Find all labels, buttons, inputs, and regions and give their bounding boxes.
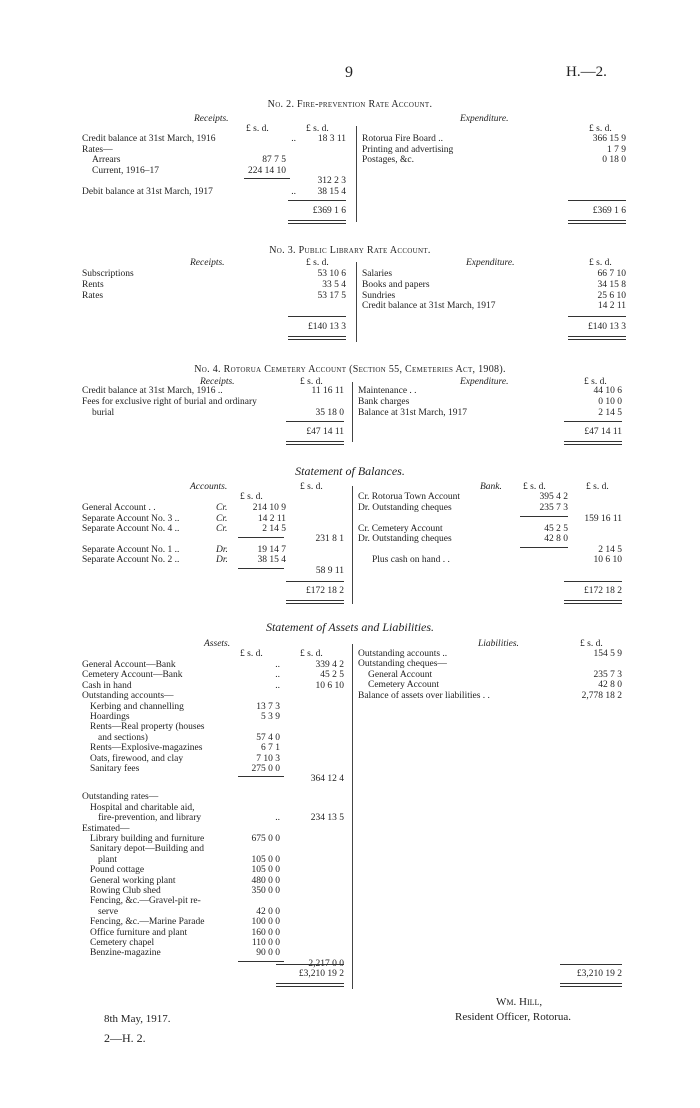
subtotal-rule <box>520 547 568 548</box>
total-rule <box>568 316 626 317</box>
ledger-amount: .. <box>275 680 280 691</box>
ledger-label: Office furniture and plant <box>90 927 188 938</box>
ledger-amount: 312 2 3 <box>317 176 346 186</box>
ledger-label: Estimated— <box>82 823 130 834</box>
ledger-amount: 25 6 10 <box>597 291 626 301</box>
library-currency-header-1: £ s. d. <box>306 258 329 268</box>
subtotal-rule <box>244 178 290 179</box>
library-account-title: No. 3. Public Library Rate Account. <box>269 245 431 256</box>
ledger-total: £140 13 3 <box>588 322 626 332</box>
footer-sheet-mark: 2—H. 2. <box>104 1031 146 1045</box>
ledger-label: Cemetery Account—Bank <box>82 670 183 681</box>
ledger-amount: 35 18 0 <box>315 408 344 418</box>
ledger-total: £3,210 19 2 <box>576 969 622 979</box>
ledger-label: Outstanding accounts— <box>82 691 174 702</box>
ledger-label: Rents—Explosive-magazines <box>90 743 203 754</box>
ledger-amount: 66 7 10 <box>597 269 626 279</box>
ledger-label: Maintenance . . <box>358 386 417 396</box>
ledger-tag: Dr. <box>216 545 228 555</box>
ledger-amount: 45 2 5 <box>320 670 344 681</box>
ledger-amount: 53 10 6 <box>317 269 346 279</box>
ledger-label: plant <box>98 854 117 865</box>
ledger-tag: Dr. <box>216 555 228 565</box>
ledger-total: £172 18 2 <box>306 586 344 596</box>
ledger-amount: .. <box>275 670 280 681</box>
ledger-label: Rotorua Fire Board .. <box>362 134 444 144</box>
ledger-label: Benzine-magazine <box>90 948 161 959</box>
subtotal-rule <box>238 537 284 538</box>
ledger-amount: 2,778 18 2 <box>581 691 622 701</box>
ledger-label: Separate Account No. 2 .. <box>82 555 180 565</box>
ledger-amount: 11 16 11 <box>311 386 344 396</box>
total-double-rule <box>560 983 622 987</box>
subtotal-rule <box>238 776 284 777</box>
fire-account-title: No. 2. Fire-prevention Rate Account. <box>267 99 433 110</box>
ledger-label: Outstanding cheques— <box>358 659 447 669</box>
ledger-label: Pound cottage <box>90 865 145 876</box>
ledger-amount: 105 0 0 <box>251 865 280 876</box>
cemetery-divider <box>352 382 353 442</box>
ledger-amount: 364 12 4 <box>310 774 344 785</box>
total-rule <box>560 964 622 965</box>
ledger-amount: 675 0 0 <box>251 834 280 844</box>
ledger-label: Subscriptions <box>82 269 134 279</box>
ledger-amount: 235 7 3 <box>539 503 568 513</box>
ledger-amount: 2 14 5 <box>598 545 622 555</box>
ledger-label: Cr. Rotorua Town Account <box>358 492 461 502</box>
total-rule <box>564 581 622 582</box>
ledger-amount: 18 3 11 <box>317 134 346 144</box>
ledger-label: Sanitary depot—Building and <box>90 844 204 855</box>
ledger-label: Arrears <box>92 155 121 165</box>
ledger-amount: 480 0 0 <box>251 875 280 886</box>
ledger-label: General Account—Bank <box>82 660 176 670</box>
ledger-total: £47 14 11 <box>306 427 344 437</box>
ledger-label: Separate Account No. 4 .. <box>82 524 180 534</box>
ledger-tag: Cr. <box>216 503 228 513</box>
ledger-label: Balance at 31st March, 1917 <box>358 408 467 418</box>
ledger-label: Balance of assets over liabilities . . <box>358 691 490 701</box>
subtotal-rule <box>520 516 568 517</box>
ledger-amount: 44 10 6 <box>593 386 622 396</box>
fire-currency-header-2: £ s. d. <box>306 124 329 134</box>
subtotal-rule <box>238 568 284 569</box>
ledger-label: Rents—Real property (houses <box>90 722 205 733</box>
cemetery-account-title: No. 4. Rotorua Cemetery Account (Section 55, Cemeteries Act, 1908). <box>194 364 506 375</box>
ledger-label: Dr. Outstanding cheques <box>358 534 452 544</box>
ledger-label: Rates— <box>82 145 113 155</box>
page-number: 9 <box>345 64 353 81</box>
ledger-label: General Account <box>368 670 433 680</box>
ledger-label: Outstanding rates— <box>82 792 159 803</box>
balances-currency-header-2: £ s. d. <box>300 482 323 492</box>
ledger-label: Fencing, &c.—Marine Parade <box>90 917 205 928</box>
ledger-label: Separate Account No. 1 .. <box>82 545 180 555</box>
ledger-label: burial <box>92 408 115 418</box>
assets-currency-header-1: £ s. d. <box>240 649 263 659</box>
document-reference: H.—2. <box>566 64 607 80</box>
ledger-amount: 154 5 9 <box>593 649 622 659</box>
ledger-label: Cemetery chapel <box>90 938 155 948</box>
total-double-rule <box>568 336 626 340</box>
ledger-label: Sundries <box>362 291 396 301</box>
ledger-amount: 5 3 9 <box>261 712 280 722</box>
ledger-label: Rowing Club shed <box>90 886 161 896</box>
ledger-label: Library building and furniture <box>90 834 205 844</box>
ledger-amount: 58 9 11 <box>315 566 344 576</box>
total-double-rule <box>564 441 622 445</box>
ledger-label: Bank charges <box>358 397 410 407</box>
ledger-amount: 214 10 9 <box>252 503 286 513</box>
ledger-amount: 2,217 0 0 <box>308 958 344 969</box>
balances-divider <box>352 486 353 604</box>
library-receipts-head: Receipts. <box>190 258 225 268</box>
cemetery-currency-header-2: £ s. d. <box>584 377 607 387</box>
ledger-tag: Cr. <box>216 524 228 534</box>
ledger-amount: 34 15 8 <box>597 280 626 290</box>
ledger-amount: 87 7 5 <box>262 155 286 165</box>
ledger-label: Cr. Cemetery Account <box>358 524 443 534</box>
liabilities-head: Liabilities. <box>478 639 519 649</box>
fire-currency-header-3: £ s. d. <box>589 124 612 134</box>
ledger-label: Credit balance at 31st March, 1916 .. <box>82 386 223 396</box>
ledger-amount: 0 10 0 <box>598 397 622 407</box>
ledger-label: Debit balance at 31st March, 1917 <box>82 187 213 197</box>
ledger-amount: 7 10 3 <box>256 753 280 764</box>
assets-currency-header-2: £ s. d. <box>300 649 323 659</box>
ledger-label: Rents <box>82 280 104 290</box>
ledger-amount: 1 7 9 <box>607 145 626 155</box>
ledger-amount: .. <box>291 187 296 197</box>
subtotal-rule <box>238 961 284 962</box>
ledger-total: £369 1 6 <box>312 206 346 216</box>
total-double-rule <box>276 983 344 987</box>
ledger-amount: 159 16 11 <box>584 514 622 524</box>
total-rule <box>286 421 344 422</box>
ledger-tag: Cr. <box>216 514 228 524</box>
ledger-amount: 2 14 5 <box>598 408 622 418</box>
ledger-total: £369 1 6 <box>592 206 626 216</box>
assets-title: Statement of Assets and Liabilities. <box>265 620 435 634</box>
total-rule <box>286 581 344 582</box>
ledger-amount: 14 2 11 <box>257 514 286 524</box>
ledger-amount: 160 0 0 <box>251 927 280 938</box>
ledger-label: Books and papers <box>362 280 430 290</box>
ledger-amount: 57 4 0 <box>256 732 280 743</box>
total-rule <box>288 316 346 317</box>
ledger-label: Sanitary fees <box>90 764 140 774</box>
ledger-label: Fencing, &c.—Gravel-pit re- <box>90 896 201 907</box>
ledger-amount: .. <box>275 813 280 824</box>
total-double-rule <box>288 220 346 224</box>
ledger-amount: 235 7 3 <box>593 670 622 680</box>
ledger-amount: .. <box>291 134 296 144</box>
ledger-amount: 366 15 9 <box>592 134 626 144</box>
ledger-amount: 13 7 3 <box>256 701 280 712</box>
ledger-label: Rates <box>82 291 104 301</box>
balances-accounts-head: Accounts. <box>190 482 228 492</box>
ledger-amount: 6 7 1 <box>261 743 280 754</box>
ledger-amount: 42 8 0 <box>544 534 568 544</box>
ledger-label: Fees for exclusive right of burial and ordinary <box>82 397 257 407</box>
fire-currency-header-1: £ s. d. <box>246 124 269 134</box>
footer-signature: Wm. Hill, <box>496 996 543 1008</box>
ledger-label: General working plant <box>90 875 176 886</box>
ledger-amount: 231 8 1 <box>315 534 344 544</box>
ledger-amount: 234 13 5 <box>310 813 344 824</box>
ledger-amount: 53 17 5 <box>317 291 346 301</box>
ledger-label: Dr. Outstanding cheques <box>358 503 452 513</box>
ledger-label: Credit balance at 31st March, 1916 <box>82 134 216 144</box>
ledger-label: fire-prevention, and library <box>98 813 202 824</box>
ledger-total: £172 18 2 <box>584 586 622 596</box>
total-double-rule <box>564 600 622 604</box>
ledger-amount: 14 2 11 <box>597 301 626 311</box>
ledger-label: serve <box>98 906 119 917</box>
ledger-label: Cash in hand <box>82 680 132 691</box>
ledger-label: Postages, &c. <box>362 155 414 165</box>
ledger-total: £47 14 11 <box>584 427 622 437</box>
ledger-total: £3,210 19 2 <box>298 969 344 979</box>
ledger-label: Oats, firewood, and clay <box>90 753 184 764</box>
total-double-rule <box>286 600 344 604</box>
ledger-amount: 10 6 10 <box>593 555 622 565</box>
ledger-label: Hoardings <box>90 712 130 722</box>
ledger-label: Hospital and charitable aid, <box>90 802 195 813</box>
ledger-amount: 0 18 0 <box>602 155 626 165</box>
ledger-label: Plus cash on hand . . <box>372 555 450 565</box>
ledger-amount: 90 0 0 <box>256 948 280 959</box>
ledger-label: Current, 1916–17 <box>92 166 160 176</box>
balances-title: Statement of Balances. <box>295 464 405 478</box>
ledger-label: Cemetery Account <box>368 680 439 690</box>
footer-date: 8th May, 1917. <box>104 1013 171 1025</box>
cemetery-receipts-head: Receipts. <box>200 377 235 387</box>
ledger-label: Credit balance at 31st March, 1917 <box>362 301 496 311</box>
library-expenditure-head: Expenditure. <box>466 258 515 268</box>
ledger-label: Kerbing and channelling <box>90 701 184 712</box>
ledger-amount: 105 0 0 <box>251 854 280 865</box>
ledger-amount: 110 0 0 <box>251 938 280 948</box>
ledger-amount: 395 4 2 <box>539 492 568 502</box>
ledger-label: Separate Account No. 3 .. <box>82 514 180 524</box>
assets-head: Assets. <box>204 639 231 649</box>
library-currency-header-2: £ s. d. <box>589 258 612 268</box>
ledger-label: Outstanding accounts .. <box>358 649 448 659</box>
cemetery-expenditure-head: Expenditure. <box>460 377 509 387</box>
total-double-rule <box>286 441 344 445</box>
library-divider <box>356 262 357 342</box>
ledger-amount: 33 5 4 <box>322 280 346 290</box>
assets-currency-header-3: £ s. d. <box>580 639 603 649</box>
ledger-amount: .. <box>275 660 280 670</box>
footer-signatory-title: Resident Officer, Rotorua. <box>455 1011 572 1023</box>
total-rule <box>568 200 626 201</box>
total-double-rule <box>568 220 626 224</box>
balances-currency-header-3: £ s. d. <box>523 482 546 492</box>
ledger-amount: 42 8 0 <box>598 680 622 690</box>
ledger-amount: 42 0 0 <box>256 906 280 917</box>
balances-currency-header-4: £ s. d. <box>586 482 609 492</box>
ledger-total: £140 13 3 <box>308 322 346 332</box>
ledger-amount: 350 0 0 <box>251 886 280 896</box>
ledger-amount: 275 0 0 <box>251 764 280 774</box>
ledger-amount: 10 6 10 <box>315 680 344 691</box>
ledger-amount: 339 4 2 <box>315 660 344 670</box>
cemetery-currency-header-1: £ s. d. <box>300 377 323 387</box>
balances-bank-head: Bank. <box>480 482 502 492</box>
ledger-label: Salaries <box>362 269 393 279</box>
total-rule <box>288 200 346 201</box>
ledger-amount: 38 15 4 <box>257 555 286 565</box>
total-rule <box>564 421 622 422</box>
total-rule <box>276 964 344 965</box>
total-double-rule <box>288 336 346 340</box>
fire-divider <box>356 126 357 222</box>
balances-currency-header-1: £ s. d. <box>240 492 263 502</box>
fire-expenditure-head: Expenditure. <box>460 114 509 124</box>
ledger-label: Printing and advertising <box>362 145 454 155</box>
ledger-amount: 19 14 7 <box>257 545 286 555</box>
ledger-amount: 38 15 4 <box>317 187 346 197</box>
ledger-label: and sections) <box>98 732 148 743</box>
ledger-amount: 2 14 5 <box>262 524 286 534</box>
assets-divider <box>352 644 353 989</box>
ledger-amount: 224 14 10 <box>248 166 286 176</box>
ledger-amount: 45 2 5 <box>544 524 568 534</box>
ledger-label: General Account . . <box>82 503 156 513</box>
ledger-amount: 100 0 0 <box>251 917 280 928</box>
fire-receipts-head: Receipts. <box>194 114 229 124</box>
